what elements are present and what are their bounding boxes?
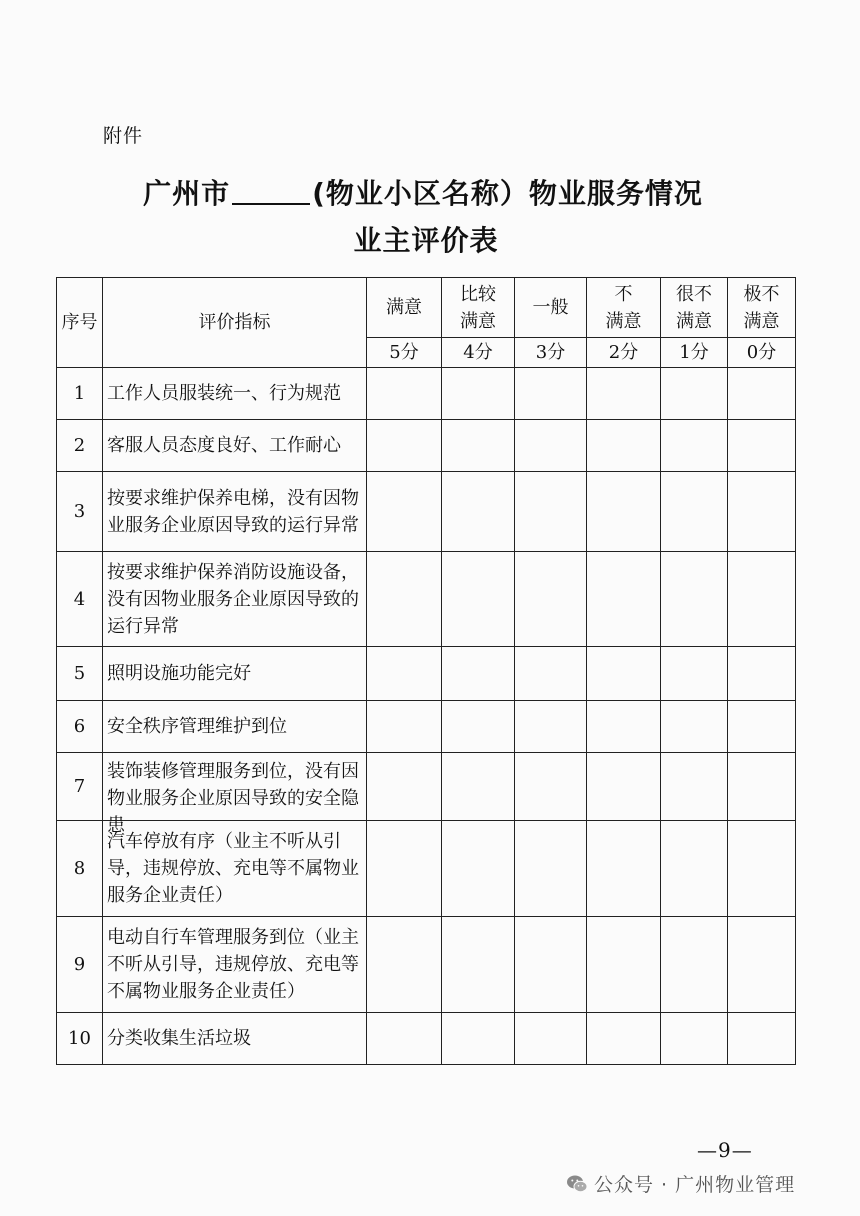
- indicator-text: 安全秩序管理维护到位: [103, 701, 367, 753]
- wechat-icon: [566, 1174, 588, 1194]
- rating-cell[interactable]: [587, 917, 661, 1013]
- row-number: 6: [57, 701, 103, 753]
- rating-cell[interactable]: [442, 701, 515, 753]
- title-suffix: (物业小区名称）物业服务情况: [312, 177, 703, 210]
- rating-label: 很不: [676, 283, 712, 305]
- row-number: 1: [57, 368, 103, 420]
- table-row: [57, 647, 796, 701]
- rating-cell[interactable]: [367, 917, 442, 1013]
- row-number: 7: [57, 753, 103, 821]
- rating-cell[interactable]: [515, 917, 587, 1013]
- rating-cell[interactable]: [367, 552, 442, 647]
- rating-header: [587, 278, 661, 338]
- document-title-line-2: 业主评价表: [353, 224, 499, 257]
- rating-cell[interactable]: [367, 821, 442, 917]
- rating-cell[interactable]: [515, 552, 587, 647]
- rating-cell[interactable]: [661, 472, 728, 552]
- rating-label: 比较: [460, 283, 496, 305]
- indicator-text: 按要求维护保养消防设施设备，没有因物业服务企业原因导致的运行异常: [103, 552, 367, 647]
- rating-cell[interactable]: [587, 753, 661, 821]
- table-row: [57, 917, 796, 1013]
- rating-cell[interactable]: [661, 753, 728, 821]
- rating-header: [367, 278, 442, 338]
- page-number: —9—: [697, 1138, 753, 1162]
- rating-cell[interactable]: [515, 472, 587, 552]
- rating-points: 0分: [728, 338, 796, 368]
- rating-label: 满意: [676, 310, 712, 332]
- rating-label: 极不: [743, 283, 780, 305]
- rating-cell[interactable]: [442, 420, 515, 472]
- rating-cell[interactable]: [515, 420, 587, 472]
- rating-points: 2分: [587, 338, 661, 368]
- rating-cell[interactable]: [515, 647, 587, 701]
- indicator-text: 装饰装修管理服务到位，没有因物业服务企业原因导致的安全隐患: [107, 760, 359, 836]
- rating-cell[interactable]: [587, 647, 661, 701]
- evaluation-table: [56, 277, 796, 1065]
- rating-cell[interactable]: [367, 647, 442, 701]
- rating-cell[interactable]: [661, 420, 728, 472]
- rating-label: 满意: [605, 310, 642, 332]
- rating-cell[interactable]: [442, 552, 515, 647]
- rating-header: [442, 278, 515, 338]
- rating-cell[interactable]: [587, 1013, 661, 1065]
- title-blank-field: [232, 177, 310, 205]
- annex-label: 附件: [103, 125, 144, 147]
- watermark: [566, 1170, 795, 1197]
- rating-label: 不: [614, 283, 633, 305]
- row-number: 3: [57, 472, 103, 552]
- rating-points: 3分: [515, 338, 587, 368]
- rating-cell[interactable]: [728, 472, 796, 552]
- row-number: 2: [57, 420, 103, 472]
- rating-cell[interactable]: [728, 917, 796, 1013]
- rating-header: [728, 278, 796, 338]
- rating-cell[interactable]: [367, 753, 442, 821]
- rating-cell[interactable]: [661, 647, 728, 701]
- rating-cell[interactable]: [661, 1013, 728, 1065]
- rating-cell[interactable]: [661, 821, 728, 917]
- header-row: [57, 278, 796, 338]
- indicator-text: 照明设施功能完好: [103, 647, 367, 701]
- rating-cell[interactable]: [515, 753, 587, 821]
- rating-cell[interactable]: [728, 821, 796, 917]
- rating-cell[interactable]: [367, 420, 442, 472]
- column-header-indicator: 评价指标: [103, 278, 367, 368]
- rating-cell[interactable]: [442, 368, 515, 420]
- rating-cell[interactable]: [515, 1013, 587, 1065]
- column-header-no: 序号: [57, 278, 103, 368]
- rating-cell[interactable]: [587, 368, 661, 420]
- rating-cell[interactable]: [442, 753, 515, 821]
- rating-header: [515, 278, 587, 338]
- rating-cell[interactable]: [367, 701, 442, 753]
- rating-cell[interactable]: [587, 821, 661, 917]
- rating-cell[interactable]: [661, 917, 728, 1013]
- rating-cell[interactable]: [587, 552, 661, 647]
- rating-cell[interactable]: [661, 701, 728, 753]
- watermark-text: 公众号 · 广州物业管理: [594, 1174, 796, 1196]
- table-row: [57, 701, 796, 753]
- table-row: [57, 1013, 796, 1065]
- row-number: 8: [57, 821, 103, 917]
- rating-cell[interactable]: [515, 821, 587, 917]
- rating-cell[interactable]: [661, 552, 728, 647]
- rating-cell[interactable]: [515, 701, 587, 753]
- rating-points: 1分: [661, 338, 728, 368]
- rating-label: 满意: [460, 310, 496, 332]
- table-row: [57, 368, 796, 420]
- rating-cell[interactable]: [728, 1013, 796, 1065]
- rating-header: [661, 278, 728, 338]
- rating-cell[interactable]: [442, 1013, 515, 1065]
- rating-cell[interactable]: [515, 368, 587, 420]
- indicator-text: 按要求维护保养电梯，没有因物业服务企业原因导致的运行异常: [103, 472, 367, 552]
- rating-cell[interactable]: [587, 472, 661, 552]
- row-number: 4: [57, 552, 103, 647]
- rating-cell[interactable]: [587, 420, 661, 472]
- rating-cell[interactable]: [442, 821, 515, 917]
- rating-cell[interactable]: [367, 1013, 442, 1065]
- indicator-text: 汽车停放有序（业主不听从引导，违规停放、充电等不属物业服务企业责任）: [103, 821, 367, 917]
- row-number: 10: [57, 1013, 103, 1065]
- rating-cell[interactable]: [367, 472, 442, 552]
- rating-cell[interactable]: [661, 368, 728, 420]
- table-row: [57, 420, 796, 472]
- rating-cell[interactable]: [728, 368, 796, 420]
- rating-cell[interactable]: [728, 647, 796, 701]
- rating-label: 满意: [386, 297, 422, 318]
- indicator-text: 分类收集生活垃圾: [103, 1013, 367, 1065]
- rating-cell[interactable]: [728, 552, 796, 647]
- rating-cell[interactable]: [728, 701, 796, 753]
- rating-cell[interactable]: [367, 368, 442, 420]
- table-row: [57, 821, 796, 917]
- rating-label: 满意: [743, 310, 780, 332]
- rating-cell[interactable]: [728, 420, 796, 472]
- rating-points: 5分: [367, 338, 442, 368]
- table-row: [57, 552, 796, 647]
- rating-cell[interactable]: [442, 472, 515, 552]
- indicator-text: 电动自行车管理服务到位（业主不听从引导，违规停放、充电等不属物业服务企业责任）: [103, 917, 367, 1013]
- rating-label: 一般: [532, 297, 569, 318]
- table-row: [57, 472, 796, 552]
- document-title-line-1: [0, 172, 853, 212]
- row-number: 9: [57, 917, 103, 1013]
- indicator-text: 工作人员服装统一、行为规范: [103, 368, 367, 420]
- rating-cell[interactable]: [442, 647, 515, 701]
- rating-cell[interactable]: [587, 701, 661, 753]
- indicator-text: 客服人员态度良好、工作耐心: [103, 420, 367, 472]
- rating-cell[interactable]: [442, 917, 515, 1013]
- table-row: [57, 753, 796, 821]
- rating-cell[interactable]: [728, 753, 796, 821]
- row-number: 5: [57, 647, 103, 701]
- title-prefix: 广州市: [143, 177, 231, 210]
- rating-points: 4分: [442, 338, 515, 368]
- indicator-cell: [103, 753, 367, 836]
